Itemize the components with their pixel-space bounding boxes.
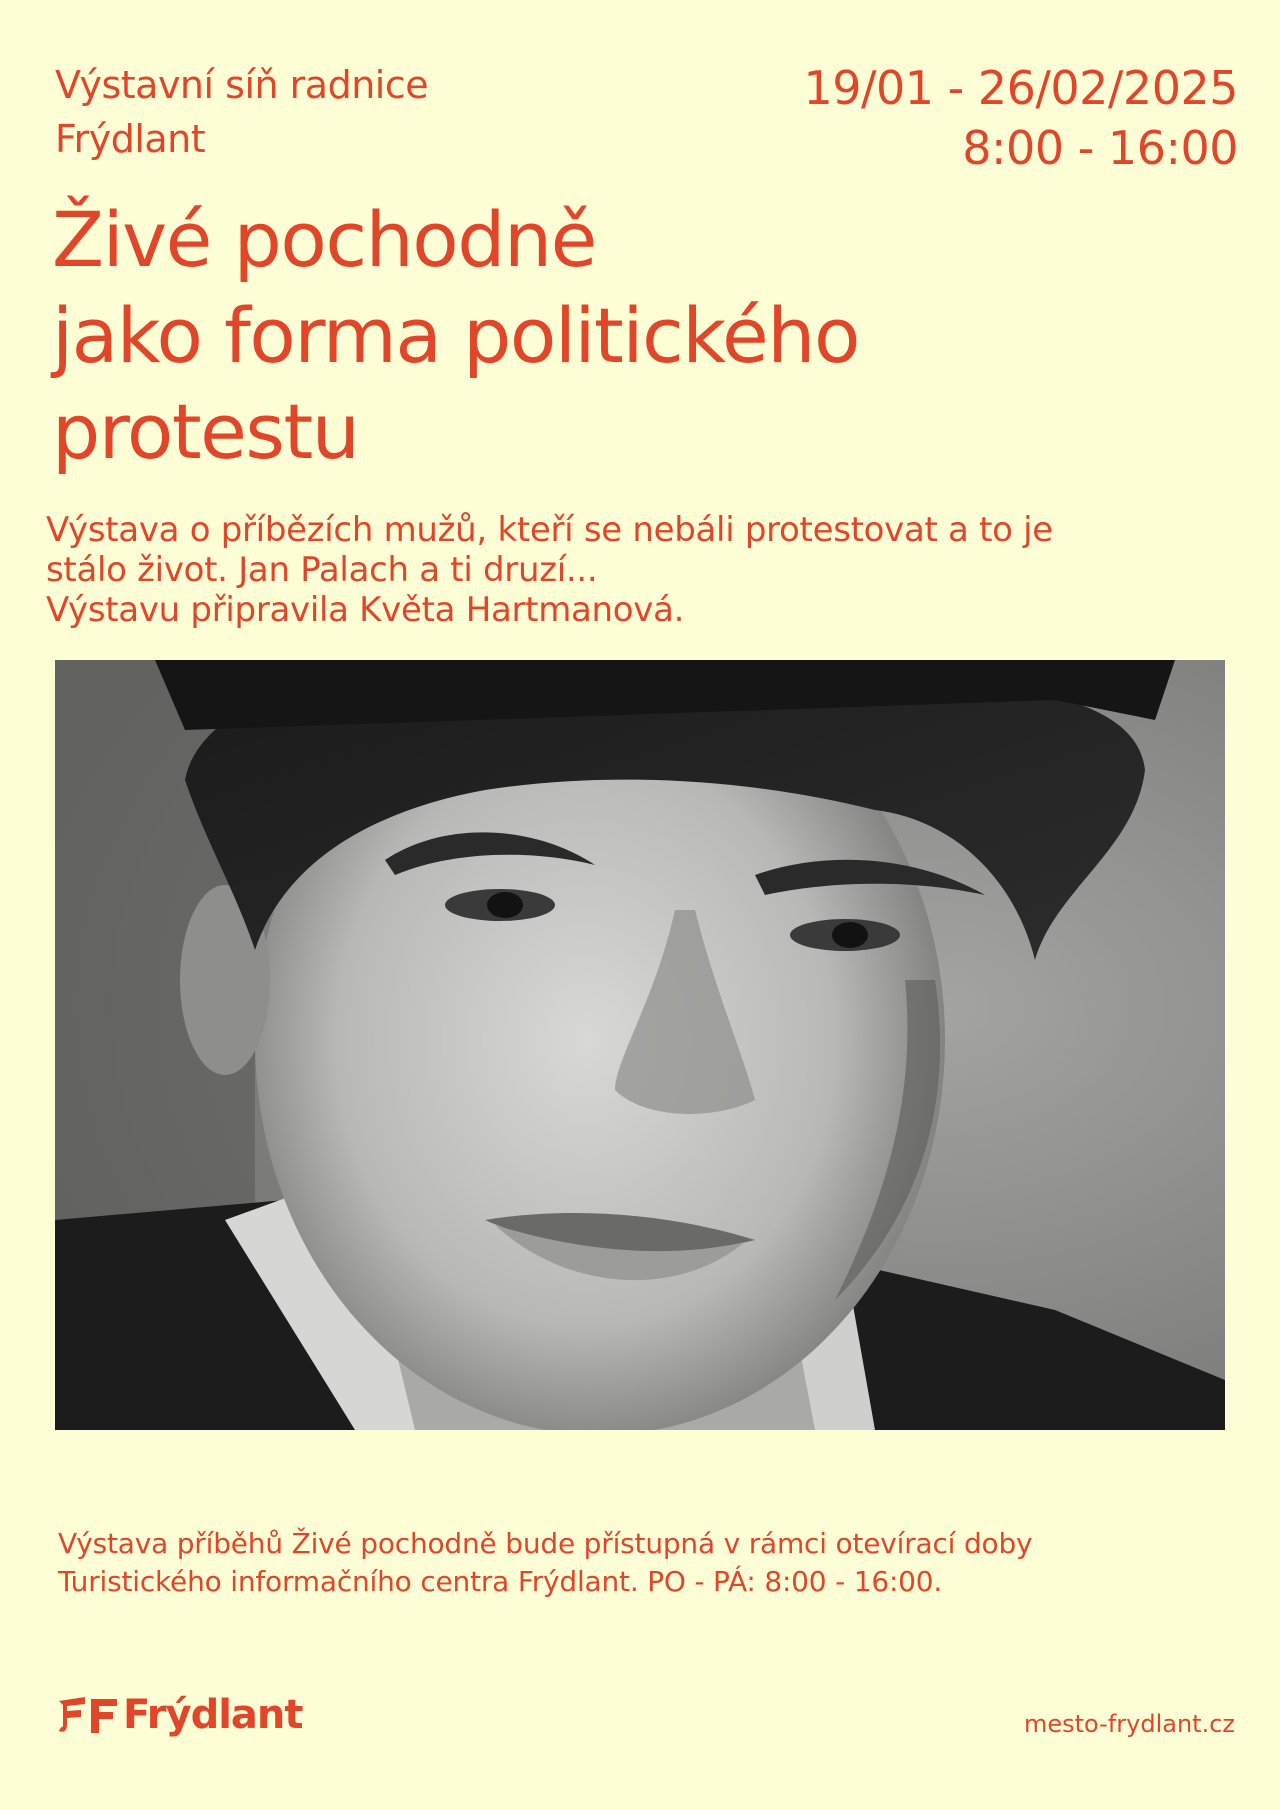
opening-info-line-1: Výstava příběhů Živé pochodně bude přístupná v rámci otevírací doby xyxy=(58,1527,1033,1560)
title-line-2: jako forma politického xyxy=(52,291,859,380)
portrait-photo xyxy=(55,660,1225,1430)
description-line-2: stálo život. Jan Palach a ti druzí... xyxy=(46,550,598,590)
exhibition-title xyxy=(52,192,1232,480)
opening-info xyxy=(58,1525,1238,1601)
title-line-1: Živé pochodně xyxy=(52,195,596,284)
website-url: mesto-frydlant.cz xyxy=(1023,1710,1235,1738)
date-range: 19/01 - 26/02/2025 xyxy=(803,61,1238,115)
logo-text: Frýdlant xyxy=(123,1692,303,1738)
frydlant-logo xyxy=(55,1692,303,1738)
exhibition-description xyxy=(46,510,1246,630)
exhibition-dates xyxy=(803,58,1238,178)
description-line-1: Výstava o příbězích mužů, kteří se nebáli protestovat a to je xyxy=(46,510,1053,550)
venue xyxy=(55,58,428,166)
venue-town: Frýdlant xyxy=(55,117,206,161)
title-line-3: protestu xyxy=(52,387,359,476)
frydlant-logo-mark-icon xyxy=(55,1693,121,1737)
opening-hours: 8:00 - 16:00 xyxy=(962,121,1238,175)
venue-name: Výstavní síň radnice xyxy=(55,63,429,107)
description-line-3: Výstavu připravila Květa Hartmanová. xyxy=(46,590,685,630)
portrait-illustration xyxy=(55,660,1225,1430)
opening-info-line-2: Turistického informačního centra Frýdlant. PO - PÁ: 8:00 - 16:00. xyxy=(58,1565,943,1598)
